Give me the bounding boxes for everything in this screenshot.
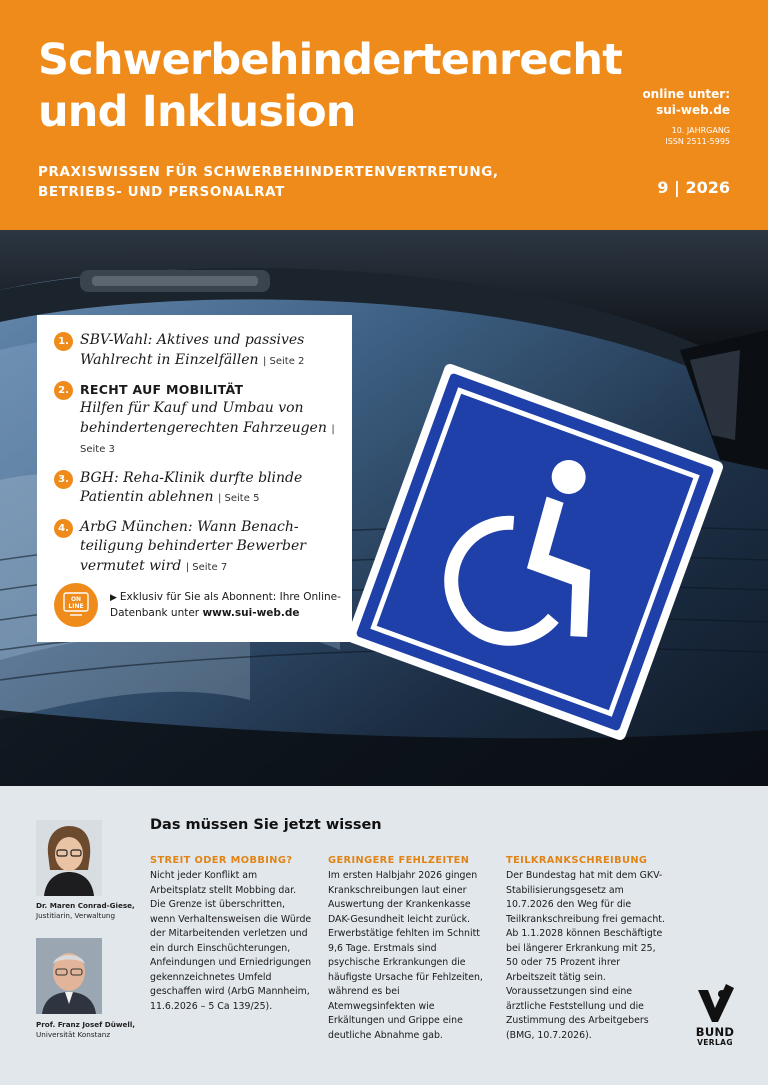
toc-number: 1. [54, 332, 73, 351]
news-column [506, 854, 668, 1043]
toc-page: | Seite 5 [217, 493, 260, 504]
news-column-heading: GERINGERE FEHLZEITEN [328, 855, 470, 866]
news-column-body: Der Bundestag hat mit dem GKV-Stabilisierungsgesetz am 10.7.2026 den Weg für die Teilkrankschreibung frei gemacht. Ab 1.1.2028 können Beschäftigte bei längerer Erkrankung mit 25, 50 oder 75 Prozent ihrer Arbeitszeit tätig sein. Voraussetzungen sind eine ärztliche Feststellung und die Zustimmung des Arbeitgebers (BMG, 10.7.2026). [506, 870, 665, 1041]
news-column [328, 854, 490, 1043]
toc-page: | Seite 2 [262, 355, 305, 367]
online-badge-line2: LINE [68, 603, 84, 610]
author-role: Justitiarin, Verwaltung [36, 910, 116, 920]
toc-title: ArbG München: Wann Benachteiligung behinderter Bewerber vermutet wird [80, 518, 306, 574]
author-portrait [36, 820, 102, 896]
author-role: Universität Konstanz [36, 1029, 111, 1039]
magazine-title [38, 34, 638, 138]
toc-item[interactable] [54, 331, 342, 371]
online-promo-text [110, 590, 341, 621]
news-column-body: Nicht jeder Konflikt am Arbeitsplatz stellt Mobbing dar. Die Grenze ist überschritten, wenn Verhaltensweisen die Würde der Mitarbeitenden verletzen und ein durch Einschüchterungen, Anfeindungen und Erniedrigungen gekennzeichnetes Umfeld geschaffen wird (ArbG Mannheim, 11.6.2026 – 5 Ca 139/25). [150, 870, 312, 1012]
toc-number: 3. [54, 470, 73, 489]
toc-title: BGH: Reha-Klinik durfte blinde Patientin ablehnen [80, 469, 303, 505]
toc-title: SBV-Wahl: Aktives und passives Wahlrecht in Einzelfällen [80, 332, 305, 368]
toc-page: | Seite 3 [80, 423, 335, 455]
online-reference [642, 86, 730, 118]
news-column [150, 854, 312, 1014]
subtitle-line-2: BETRIEBS- UND PERSONALRAT [38, 184, 285, 200]
title-line-2: und Inklusion [38, 87, 356, 137]
publication-meta [665, 125, 730, 147]
arrow-right-icon: ▶ [110, 593, 117, 603]
news-column-heading: STREIT ODER MOBBING? [150, 855, 293, 866]
author-name: Dr. Maren Conrad-Giese, [36, 901, 135, 910]
publisher-name-line1: BUND [695, 1025, 735, 1039]
masthead [0, 0, 768, 230]
magazine-subtitle [38, 162, 558, 202]
toc-number: 2. [54, 381, 73, 400]
news-column-heading: TEILKRANKSCHREIBUNG [506, 855, 648, 866]
toc-item[interactable] [54, 380, 342, 460]
online-label: online unter: [642, 87, 730, 101]
volume: 10. JAHRGANG [671, 126, 730, 135]
title-line-1: Schwerbehindertenrecht [38, 35, 622, 85]
online-url[interactable]: sui-web.de [656, 103, 730, 117]
toc-title: Hilfen für Kauf und Umbau von behindertengerechten Fahrzeugen [80, 400, 327, 436]
news-section [0, 786, 768, 1085]
news-heading: Das müssen Sie jetzt wissen [150, 817, 382, 833]
issn: ISSN 2511-5995 [665, 137, 730, 146]
author-caption [36, 1020, 146, 1039]
online-promo-url[interactable]: www.sui-web.de [202, 607, 300, 619]
publisher-logo [690, 984, 740, 1054]
author-caption [36, 901, 146, 920]
subtitle-line-1: PRAXISWISSEN FÜR SCHWERBEHINDERTENVERTRETUNG, [38, 164, 499, 180]
online-database-promo[interactable] [54, 583, 344, 627]
toc-item[interactable] [54, 518, 342, 578]
bund-verlag-logo-icon [696, 984, 734, 1024]
toc-kicker: RECHT AUF MOBILITÄT [80, 382, 244, 397]
author-portrait [36, 938, 102, 1014]
toc-page: | Seite 7 [185, 561, 228, 573]
toc-number: 4. [54, 519, 73, 538]
online-badge-icon [54, 583, 98, 627]
online-promo-line2: Datenbank unter [110, 607, 203, 619]
toc-item[interactable] [54, 469, 342, 509]
issue-number: 9 | 2026 [657, 178, 730, 197]
author-name: Prof. Franz Josef Düwell, [36, 1020, 136, 1029]
table-of-contents [37, 315, 352, 642]
online-badge-line1: ON [70, 596, 82, 603]
online-promo-line1: Exklusiv für Sie als Abonnent: Ihre Online- [119, 591, 341, 603]
publisher-name-line2: VERLAG [697, 1038, 733, 1047]
news-column-body: Im ersten Halbjahr 2026 gingen Krankschreibungen laut einer Auswertung der Krankenkasse DAK-Gesundheit leicht zurück. Erwerbstätige fehlten im Schnitt 9,6 Tage. Erstmals sind psychische Erkrankungen die häufigste Ursache für Fehlzeiten, während es bei Atemwegsinfekten wie Erkältungen und Grippe eine deutliche Abnahme gab. [328, 870, 483, 1041]
